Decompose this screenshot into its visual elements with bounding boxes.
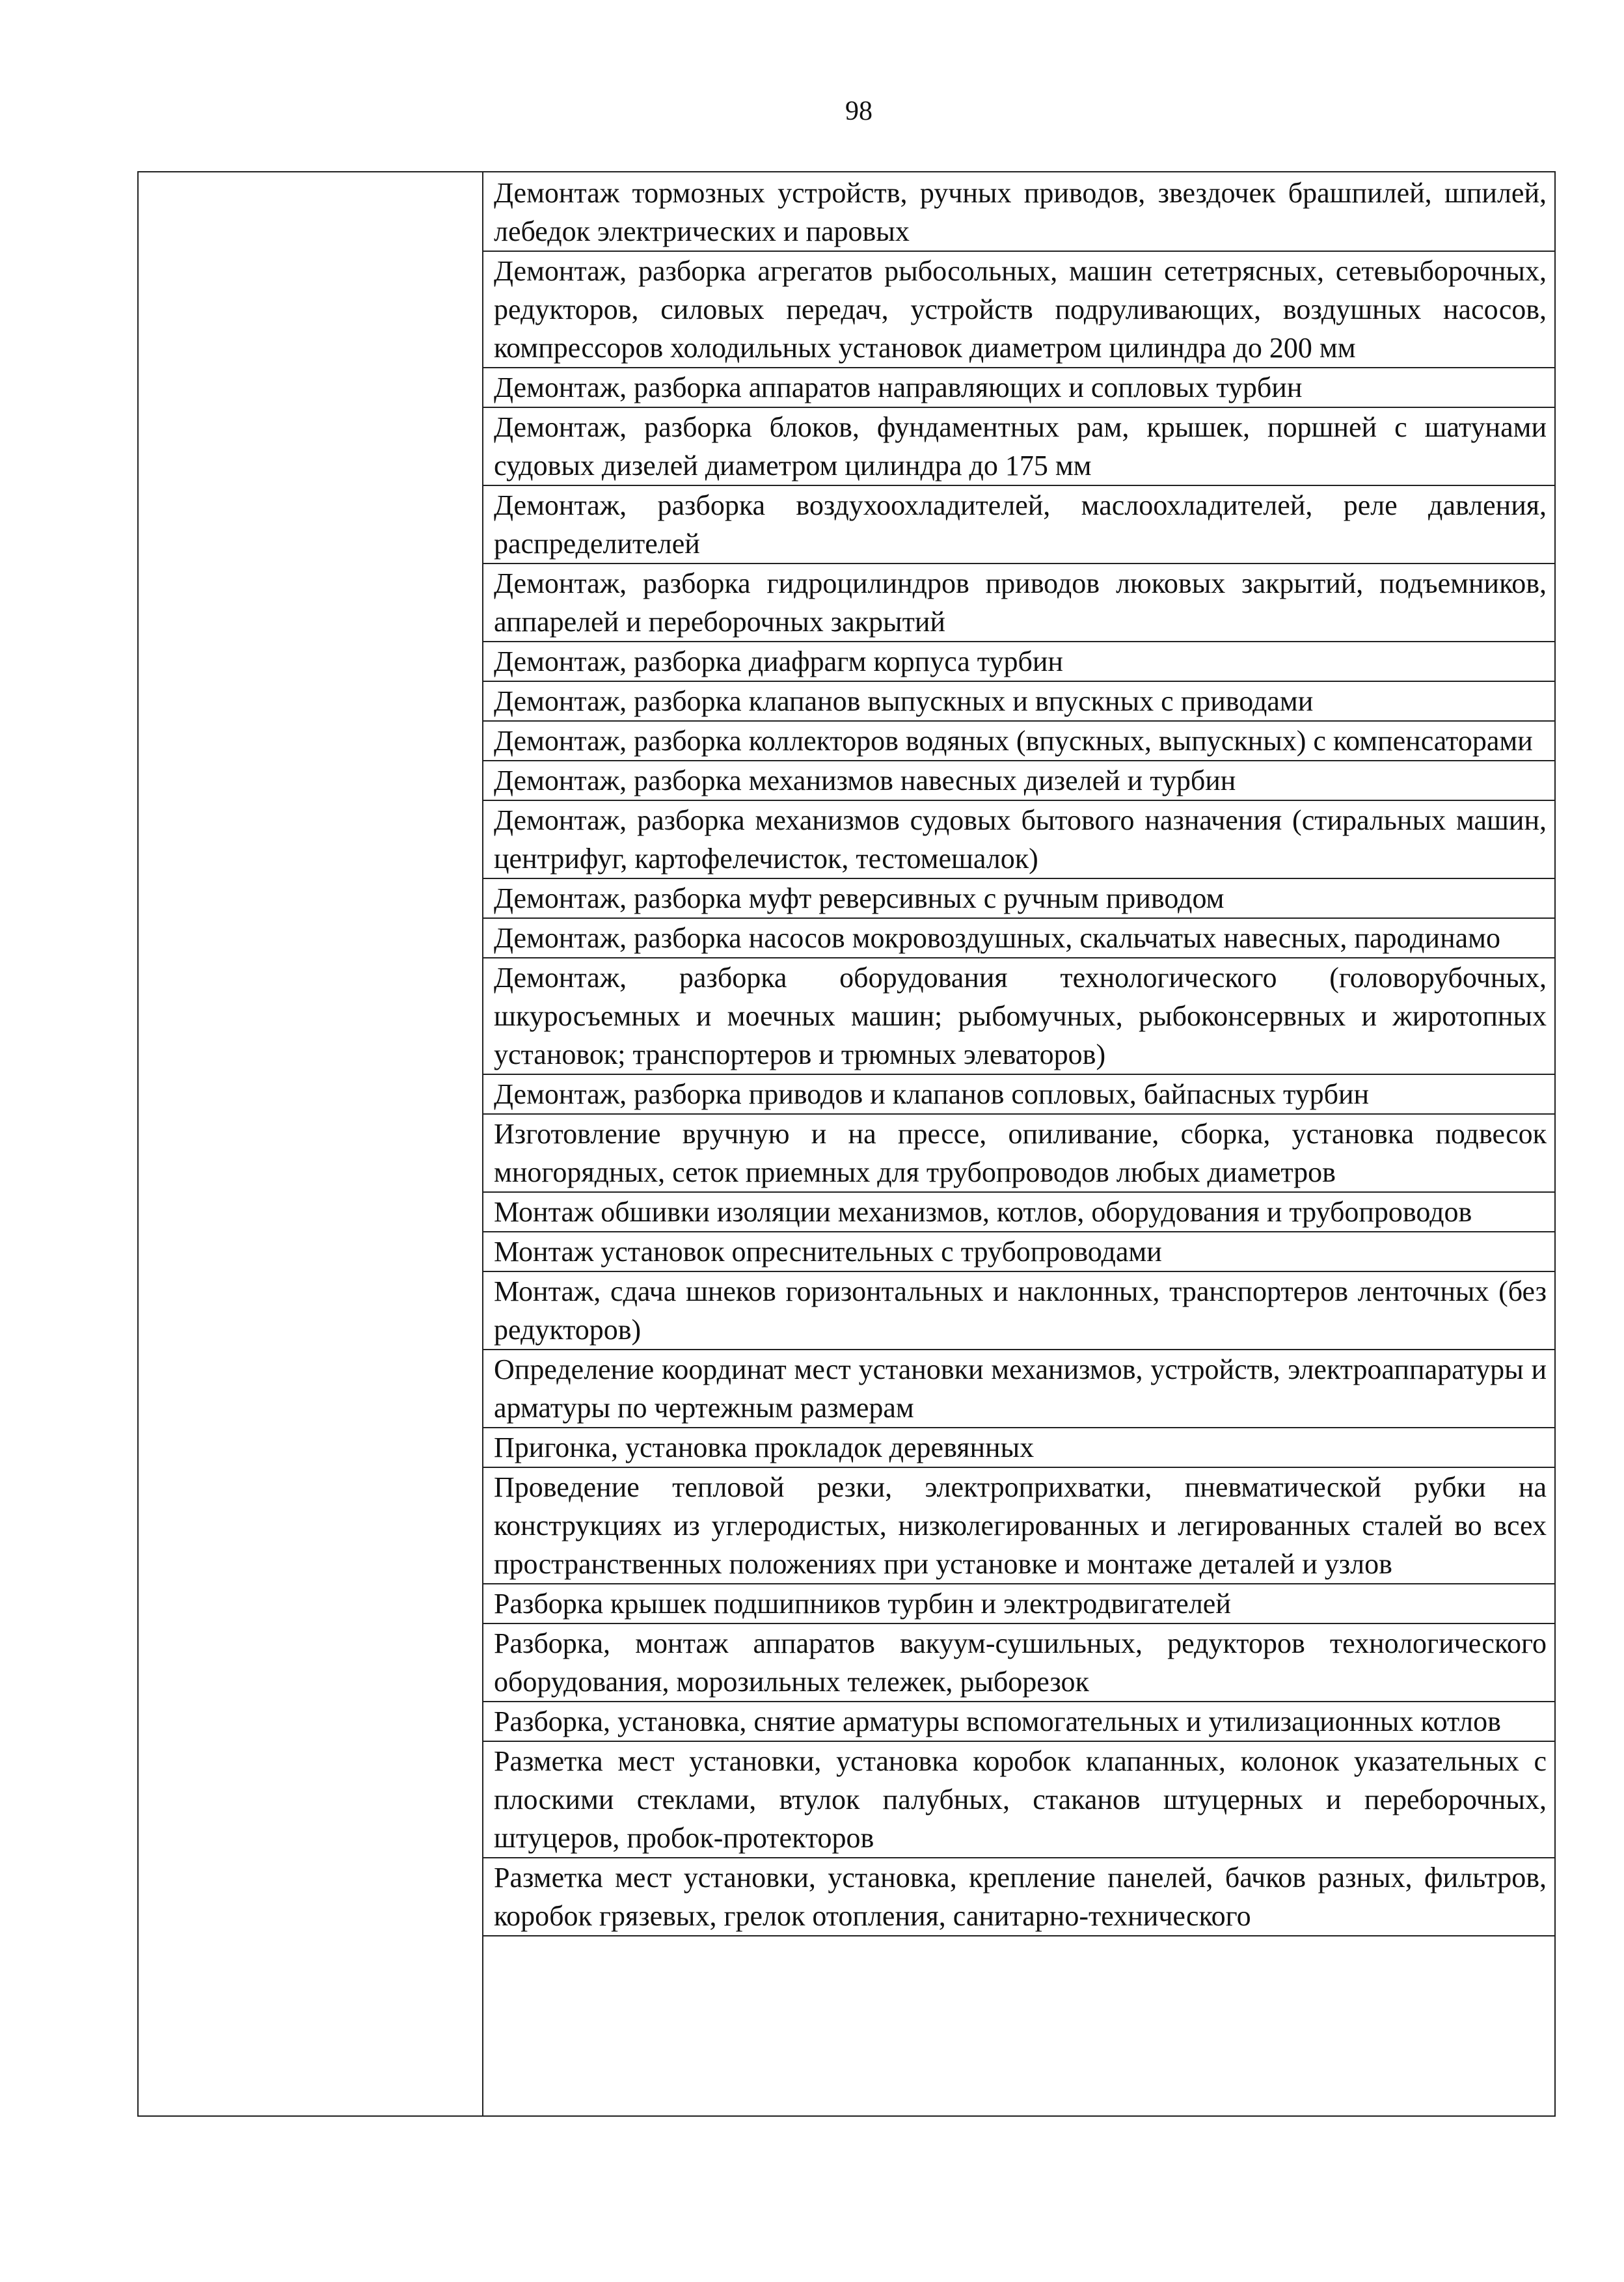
table-row: Демонтаж тормозных устройств, ручных приводов, звездочек брашпилей, шпилей, лебедок электрических и паровых: [483, 172, 1556, 252]
page-number: 98: [845, 96, 873, 126]
table-row: Разметка мест установки, установка, крепление панелей, бачков разных, фильтров, коробок грязевых, грелок отопления, санитарно-технического: [483, 1858, 1556, 1936]
table-row: Разборка крышек подшипников турбин и электродвигателей: [483, 1584, 1556, 1624]
table-row: Проведение тепловой резки, электроприхватки, пневматической рубки на конструкциях из углеродистых, низколегированных и легированных сталей во всех пространственных положениях при установке и монтаже деталей и узлов: [483, 1468, 1556, 1584]
table-rows: [483, 172, 1556, 1936]
table-row: Демонтаж, разборка аппаратов направляющих и сопловых турбин: [483, 368, 1556, 408]
table-row: Демонтаж, разборка оборудования технологического (головорубочных, шкуросъемных и моечных машин; рыбомучных, рыбоконсервных и жиротопных установок; транспортеров и трюмных элеваторов): [483, 958, 1556, 1075]
table-row: Демонтаж, разборка гидроцилиндров приводов люковых закрытий, подъемников, аппарелей и переборочных закрытий: [483, 564, 1556, 642]
table-row: Разметка мест установки, установка коробок клапанных, колонок указательных с плоскими стеклами, втулок палубных, стаканов штуцерных и переборочных, штуцеров, пробок-протекторов: [483, 1742, 1556, 1858]
table-row: Разборка, монтаж аппаратов вакуум-сушильных, редукторов технологического оборудования, морозильных тележек, рыборезок: [483, 1624, 1556, 1702]
table-row: Монтаж обшивки изоляции механизмов, котлов, оборудования и трубопроводов: [483, 1193, 1556, 1232]
table-row: Разборка, установка, снятие арматуры вспомогательных и утилизационных котлов: [483, 1702, 1556, 1742]
table-left-column: [139, 172, 483, 2115]
table-row: Демонтаж, разборка муфт реверсивных с ручным приводом: [483, 879, 1556, 919]
table-row: Демонтаж, разборка приводов и клапанов сопловых, байпасных турбин: [483, 1075, 1556, 1115]
table-row: Демонтаж, разборка клапанов выпускных и впускных с приводами: [483, 682, 1556, 722]
table-row: Демонтаж, разборка воздухоохладителей, маслоохладителей, реле давления, распределителей: [483, 486, 1556, 564]
table-row: Демонтаж, разборка механизмов судовых бытового назначения (стиральных машин, центрифуг, картофелечисток, тестомешалок): [483, 801, 1556, 879]
table-row: Монтаж, сдача шнеков горизонтальных и наклонных, транспортеров ленточных (без редукторов): [483, 1272, 1556, 1350]
table-row: Изготовление вручную и на прессе, опиливание, сборка, установка подвесок многорядных, сеток приемных для трубопроводов любых диаметров: [483, 1115, 1556, 1193]
table-row: Демонтаж, разборка диафрагм корпуса турбин: [483, 642, 1556, 682]
table-row: Пригонка, установка прокладок деревянных: [483, 1428, 1556, 1468]
table-row: Демонтаж, разборка насосов мокровоздушных, скальчатых навесных, пародинамо: [483, 919, 1556, 958]
table-row: Демонтаж, разборка блоков, фундаментных рам, крышек, поршней с шатунами судовых дизелей диаметром цилиндра до 175 мм: [483, 408, 1556, 486]
table-row: Демонтаж, разборка агрегатов рыбосольных, машин сететрясных, сетевыборочных, редукторов, силовых передач, устройств подруливающих, воздушных насосов, компрессоров холодильных установок диаметром цилиндра до 200 мм: [483, 252, 1556, 368]
table-row: Определение координат мест установки механизмов, устройств, электроаппаратуры и арматуры по чертежным размерам: [483, 1350, 1556, 1428]
table-row: Демонтаж, разборка коллекторов водяных (впускных, выпускных) с компенсаторами: [483, 722, 1556, 761]
table-row: Демонтаж, разборка механизмов навесных дизелей и турбин: [483, 761, 1556, 801]
table-row: Монтаж установок опреснительных с трубопроводами: [483, 1232, 1556, 1272]
work-list-table: [137, 171, 1556, 2117]
